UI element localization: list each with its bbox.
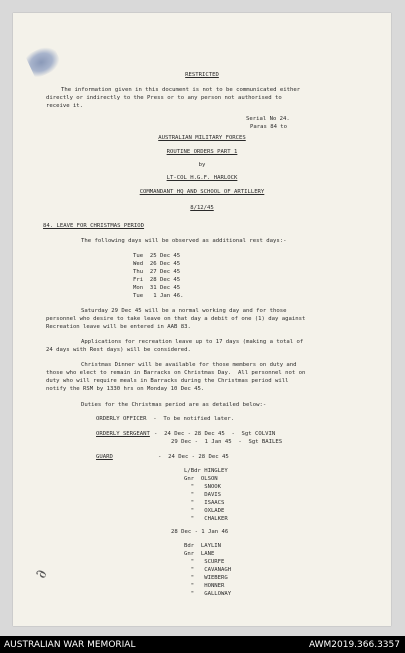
intro-line-3: receive it. [46, 103, 84, 109]
guard-member: " ISAACS [184, 500, 225, 506]
handwritten-mark: ∂ [31, 567, 51, 581]
guard-member: " GALLOWAY [184, 591, 232, 597]
by-line: by [198, 162, 206, 168]
serial-number: Serial No 24. [246, 116, 290, 122]
guard-member: " OXLADE [184, 508, 225, 514]
guard-period-1: - 24 Dec - 28 Dec 45 [158, 454, 229, 460]
footer-bar [0, 636, 405, 653]
para2-line-2: personnel who desire to take leave on that day a debit of one (1) day against [46, 316, 306, 322]
org-heading: AUSTRALIAN MILITARY FORCES [158, 135, 246, 141]
footer-reference: AWM2019.366.3357 [308, 640, 400, 650]
footer-source: AUSTRALIAN WAR MEMORIAL [4, 640, 136, 650]
rest-day-item: Thu 27 Dec 45 [133, 269, 181, 275]
guard-member: " WIEBERG [184, 575, 228, 581]
rest-day-item: Wed 26 Dec 45 [133, 261, 181, 267]
classification: RESTRICTED [185, 72, 219, 78]
rest-days-intro: The following days will be observed as additional rest days:- [81, 238, 287, 244]
orderly-sergeant-duty-2: 29 Dec - 1 Jan 45 - Sgt BAILES [171, 439, 283, 445]
guard-member: " SNOOK [184, 484, 222, 490]
orderly-sergeant-label: ORDERLY SERGEANT [96, 431, 150, 437]
intro-line-2: directly or indirectly to the Press or to any person not authorised to [46, 95, 282, 101]
para-heading: 84. LEAVE FOR CHRISTMAS PERIOD [43, 223, 145, 229]
para4-line-3: duty who will require meals in Barracks during the Christmas period will [46, 378, 289, 384]
guard-member: " CHALKER [184, 516, 228, 522]
guard-member: " HONNER [184, 583, 225, 589]
para4-line-2: those who elect to remain in Barracks on Christmas Day. All personnel not on [46, 370, 306, 376]
guard-label: GUARD [96, 454, 113, 460]
rest-day-item: Mon 31 Dec 45 [133, 285, 181, 291]
para3-line-1: Applications for recreation leave up to 17 days (making a total of [81, 339, 304, 345]
guard-member: L/Bdr HINGLEY [184, 468, 228, 474]
guard-period-2: 28 Dec - 1 Jan 46 [171, 529, 229, 535]
orderly-sergeant-duty-1: - 24 Dec - 28 Dec 45 - Sgt COLVIN [154, 431, 276, 437]
para2-line-3: Recreation leave will be entered in AAB 83. [46, 324, 191, 330]
order-date: 8/12/45 [190, 205, 214, 211]
rest-day-item: Fri 28 Dec 45 [133, 277, 181, 283]
para2-line-1: Saturday 29 Dec 45 will be a normal working day and for those [81, 308, 287, 314]
document-page [13, 13, 391, 626]
guard-member: Gnr OLSON [184, 476, 218, 482]
orders-title: ROUTINE ORDERS PART 1 [166, 149, 238, 155]
guard-member: " CAVANAGH [184, 567, 232, 573]
orderly-officer: ORDERLY OFFICER - To be notified later. [96, 416, 235, 422]
guard-member: Bdr LAYLIN [184, 543, 222, 549]
para4-line-4: notify the RSM by 1330 hrs on Monday 10 Dec 45. [46, 386, 205, 392]
rest-day-item: Tue 25 Dec 45 [133, 253, 181, 259]
para4-line-1: Christmas Dinner will be available for those members on duty and [81, 362, 297, 368]
guard-member: " SCURFE [184, 559, 225, 565]
duties-intro: Duties for the Christmas period are as detailed below:- [81, 402, 267, 408]
guard-member: Gnr LANE [184, 551, 215, 557]
guard-member: " DAVIS [184, 492, 222, 498]
rest-day-item: Tue 1 Jan 46. [133, 293, 184, 299]
intro-line-1: The information given in this document is not to be communicated either [61, 87, 301, 93]
para3-line-2: 24 days with Rest days) will be considered. [46, 347, 191, 353]
paras-range: Paras 84 to [250, 124, 288, 130]
commander-position: COMMANDANT HQ AND SCHOOL OF ARTILLERY [139, 189, 265, 195]
commander-name: LT-COL H.G.F. HARLOCK [166, 175, 238, 181]
